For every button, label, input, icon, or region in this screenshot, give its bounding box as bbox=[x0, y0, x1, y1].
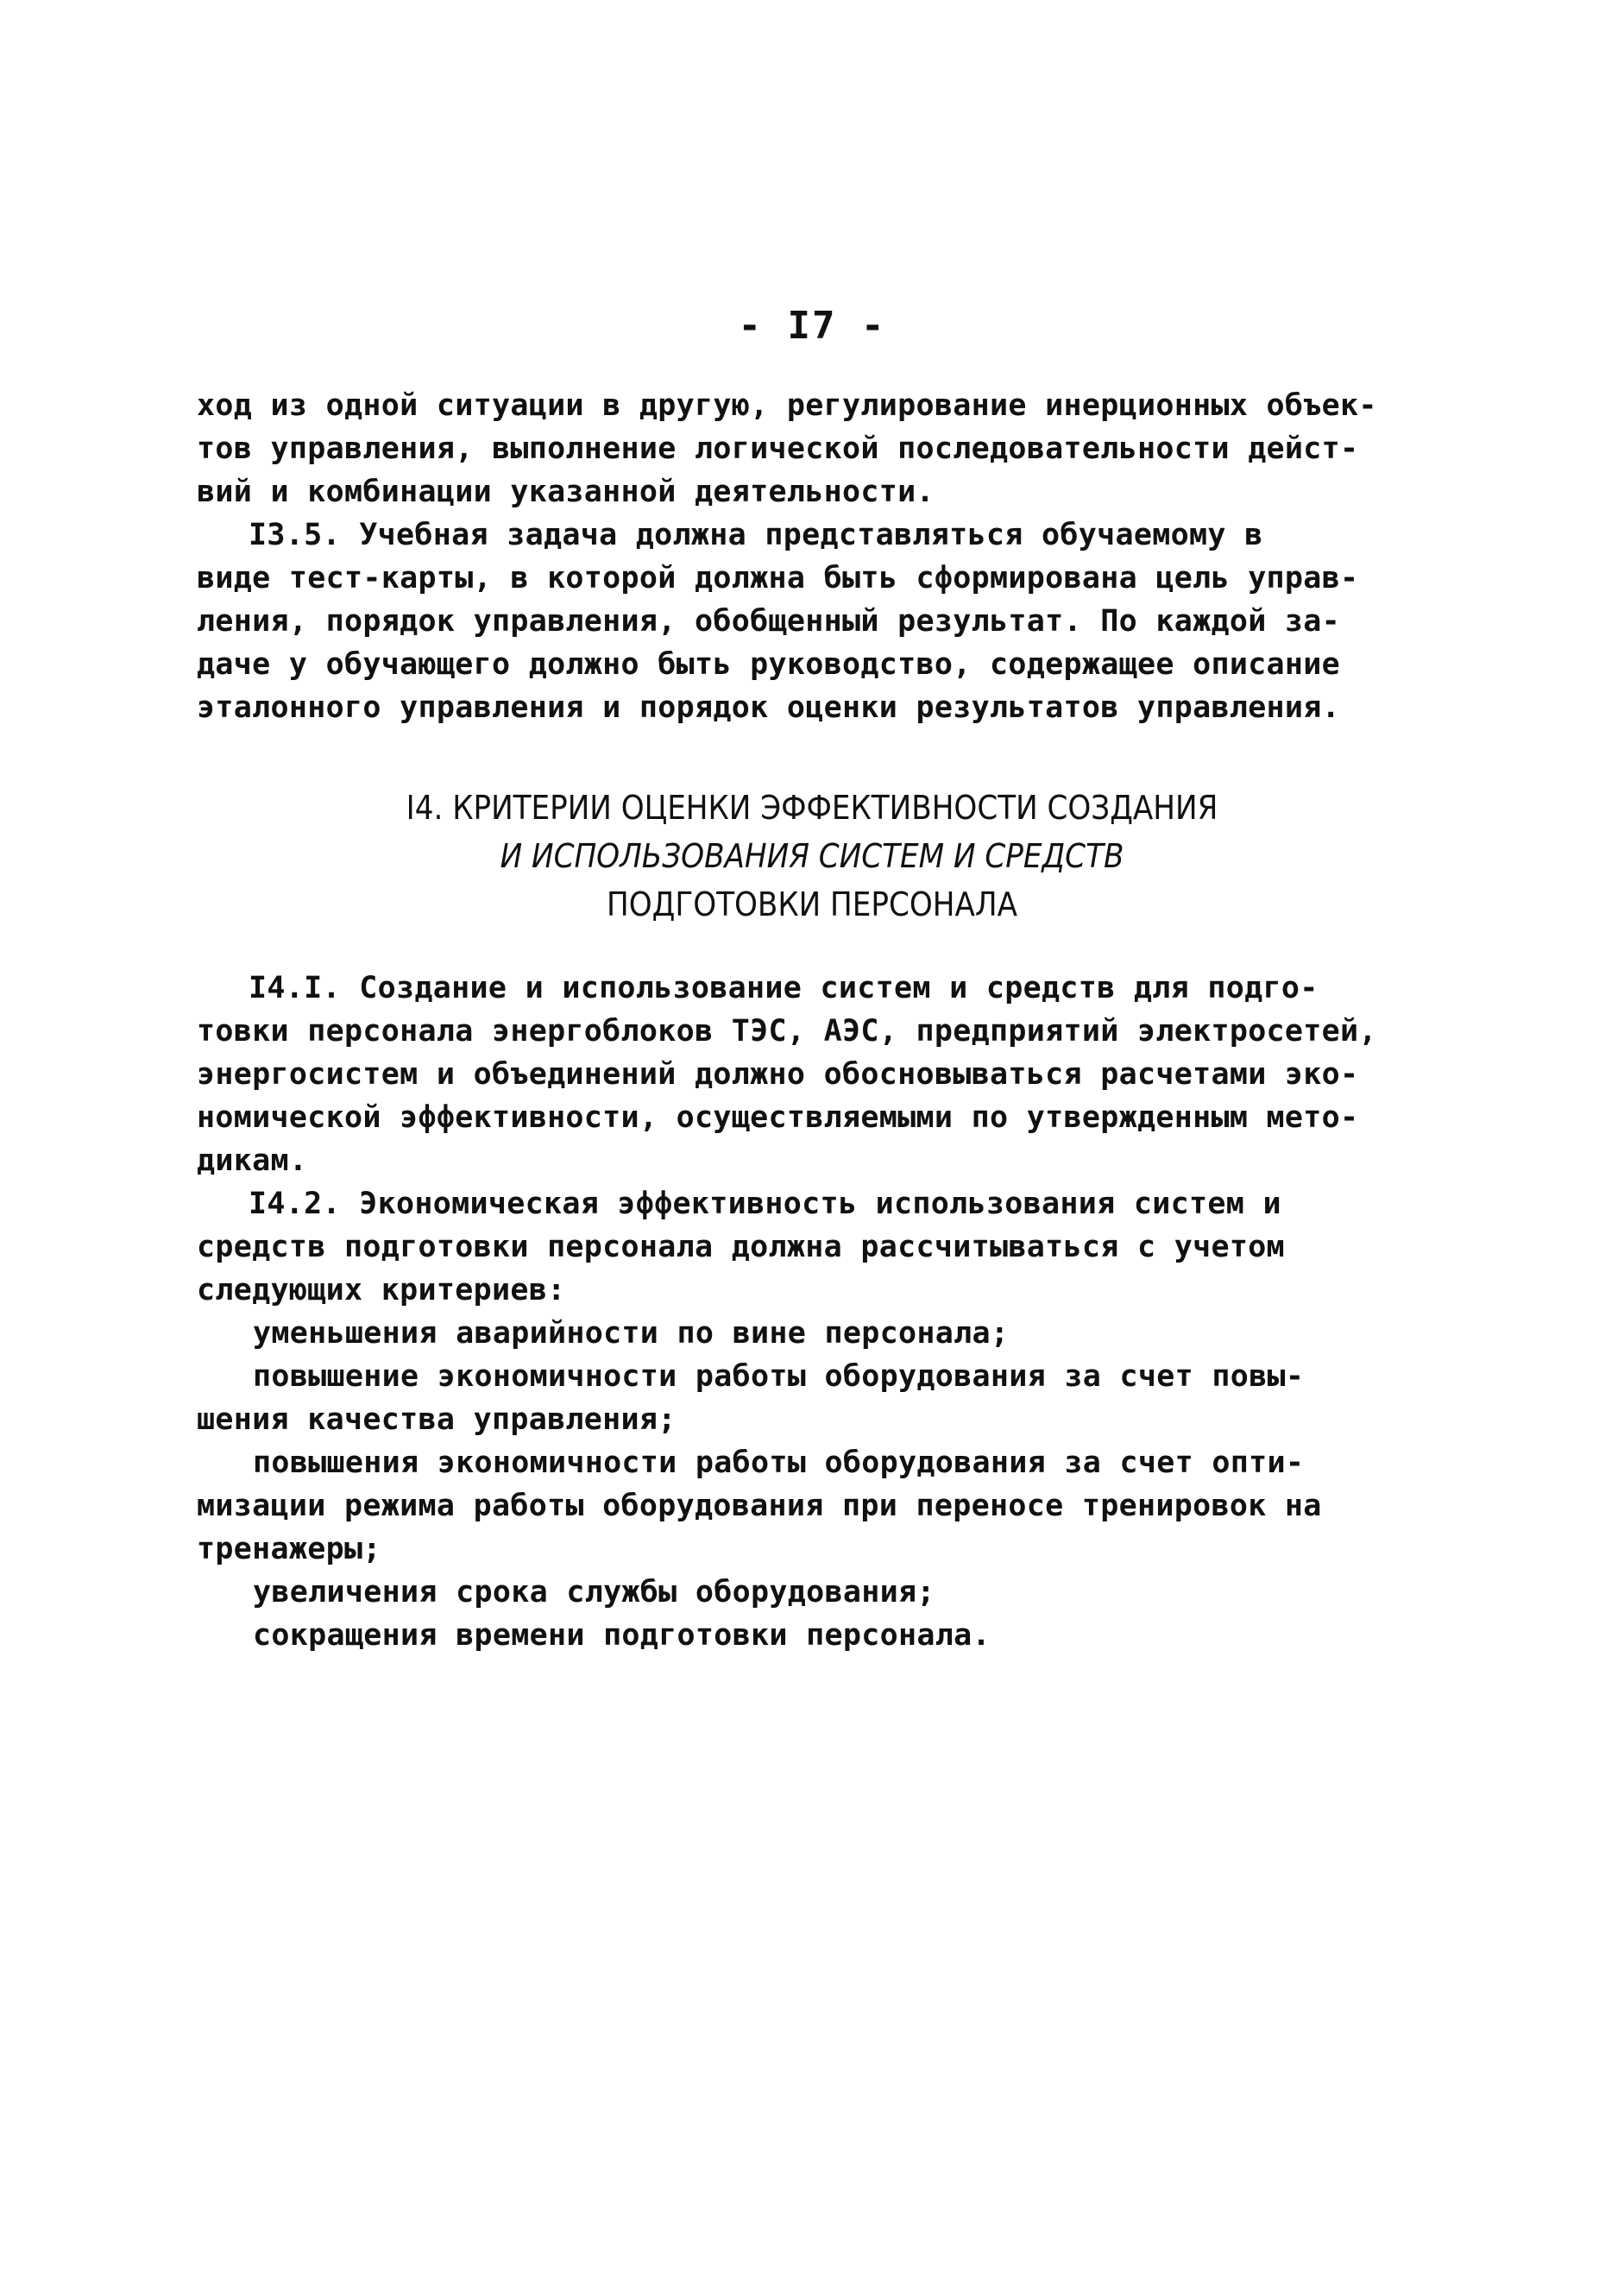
paragraph-14-1 bbox=[197, 967, 1377, 1182]
text-line: энергосистем и объединений должно обосновываться расчетами эко- bbox=[197, 1057, 1359, 1092]
criteria-item: увеличения срока службы оборудования; bbox=[253, 1575, 935, 1610]
criteria-item-continuation: шения качества управления; bbox=[197, 1402, 677, 1437]
paragraph-13-4-continuation bbox=[197, 384, 1377, 513]
criteria-item: уменьшения аварийности по вине персонала; bbox=[253, 1316, 1010, 1351]
heading-line: I4. КРИТЕРИИ ОЦЕНКИ ЭФФЕКТИВНОСТИ СОЗДАНИЯ bbox=[406, 789, 1218, 827]
text-line: тов управления, выполнение логической последовательности дейст- bbox=[197, 432, 1359, 466]
criteria-item-continuation: тренажеры; bbox=[197, 1532, 381, 1566]
heading-line: ПОДГОТОВКИ ПЕРСОНАЛА bbox=[607, 885, 1017, 923]
text-line: ления, порядок управления, обобщенный результат. По каждой за- bbox=[197, 604, 1341, 639]
criteria-item: сокращения времени подготовки персонала. bbox=[253, 1618, 991, 1653]
text-line: следующих критериев: bbox=[197, 1273, 566, 1307]
paragraph-13-5 bbox=[197, 513, 1359, 729]
text-line: средств подготовки персонала должна рассчитываться с учетом bbox=[197, 1230, 1285, 1264]
criteria-item-continuation: мизации режима работы оборудования при переносе тренировок на bbox=[197, 1489, 1322, 1523]
text-line: I4.2. Экономическая эффективность использования систем и bbox=[249, 1187, 1281, 1221]
text-line: I3.5. Учебная задача должна представляться обучаемому в bbox=[249, 518, 1263, 552]
text-line: товки персонала энергоблоков ТЭС, АЭС, предприятий электросетей, bbox=[197, 1014, 1377, 1049]
text-line: виде тест-карты, в которой должна быть сформирована цель управ- bbox=[197, 561, 1359, 595]
criteria-item: повышения экономичности работы оборудования за счет опти- bbox=[253, 1446, 1305, 1480]
text-line: вий и комбинации указанной деятельности. bbox=[197, 475, 935, 509]
text-line: эталонного управления и порядок оценки результатов управления. bbox=[197, 690, 1341, 725]
text-line: ход из одной ситуации в другую, регулирование инерционных объек- bbox=[197, 388, 1377, 423]
text-line: номической эффективности, осуществляемыми по утвержденным мето- bbox=[197, 1100, 1359, 1135]
section-heading-14 bbox=[0, 784, 1624, 929]
text-line: даче у обучающего должно быть руководство, содержащее описание bbox=[197, 647, 1341, 682]
page-number: - I7 - bbox=[738, 304, 886, 348]
text-line: I4.I. Создание и использование систем и средств для подго- bbox=[249, 971, 1319, 1005]
criteria-item: повышение экономичности работы оборудования за счет повы- bbox=[253, 1359, 1305, 1394]
text-line: дикам. bbox=[197, 1143, 308, 1178]
paragraph-14-2 bbox=[197, 1182, 1322, 1657]
heading-line: И ИСПОЛЬЗОВАНИЯ СИСТЕМ И СРЕДСТВ bbox=[500, 837, 1124, 875]
